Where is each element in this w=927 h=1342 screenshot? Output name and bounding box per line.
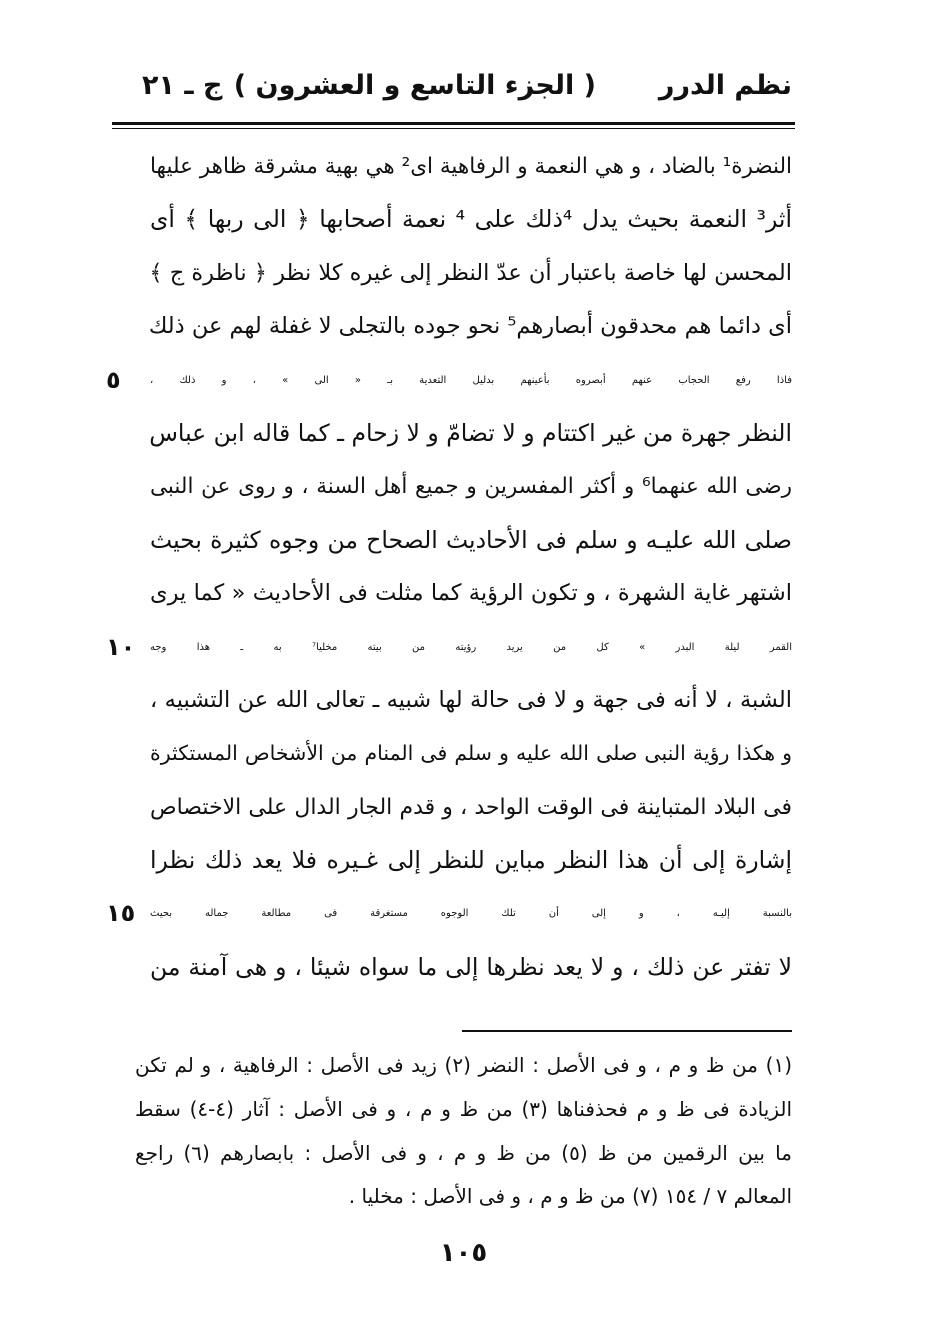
line-number: ١٥ (106, 899, 136, 928)
text-line (106, 887, 792, 940)
text-line (150, 834, 792, 887)
text-line-content: النظر جهرة من غير اكتتام و لا تضامّ و لا زحام ـ كما قاله ابن عباس (149, 418, 792, 447)
header-rule-thick (112, 122, 795, 125)
main-text (106, 140, 792, 994)
text-line-content: أثر³ النعمة بحيث يدل ⁴ذلك على ⁴ نعمة أصحابها ﴿ الى ربها ﴾ أى (150, 205, 792, 234)
text-line (150, 140, 792, 193)
line-number: ٥ (106, 365, 121, 394)
text-line-content: المحسن لها خاصة باعتبار أن عدّ النظر إلى غيره كلا نظر ﴿ ناظرة ج ﴾ (149, 259, 792, 286)
book-title: نظم الدرر (658, 70, 792, 101)
part-title: ( الجزء التاسع و العشرون ) (233, 70, 596, 101)
text-line (150, 193, 792, 246)
footnote-line: الزيادة فى ظ و م فحذفناها (٣) من ظ و م ، و فى الأصل : آثار (٤-٤) سقط (135, 1096, 793, 1121)
text-line (150, 567, 792, 620)
text-line (150, 460, 792, 513)
text-line-content: القمر ليلة البدر » كل من يريد رؤيته من بيته مخليا⁷ به ـ هذا وجه (150, 641, 792, 653)
footnote-separator (462, 1030, 792, 1032)
text-line-content: صلى الله عليـه و سلم فى الأحاديث الصحاح من وجوه كثيرة بحيث (150, 525, 792, 554)
text-line-content: النضرة¹ بالضاد ، و هي النعمة و الرفاهية اى² هي بهية مشرقة ظاهر عليها (150, 154, 792, 179)
text-line-content: بالنسبة إليـه ، و إلى أن تلك الوجوه مستغرقة فى مطالعة جماله بحيث (150, 908, 792, 920)
line-number: ١٠ (106, 632, 136, 661)
text-line-content: لا تفتر عن ذلك ، و لا يعد نظرها إلى ما سواه شيئا ، و هى آمنة من (150, 952, 792, 981)
text-line-content: إشارة إلى أن هذا النظر مباين للنظر إلى غـيره فلا يعد ذلك نظرا (150, 846, 792, 875)
text-line (150, 300, 792, 353)
text-line (150, 514, 792, 567)
text-line (150, 674, 792, 727)
text-line-content: و هكذا رؤية النبى صلى الله عليه و سلم فى المنام من الأشخاص المستكثرة (150, 741, 792, 766)
text-line (150, 941, 792, 994)
text-line-content: رضى الله عنهما⁶ و أكثر المفسرين و جميع أهل السنة ، و روى عن النبى (150, 474, 792, 500)
text-line-content: فاذا رفع الحجاب عنهم أبصروه بأعينهم بدليل التعدية بـ « الى » ، و ذلك ، (150, 374, 792, 386)
text-line-content: فى البلاد المتباينة فى الوقت الواحد ، و قدم الجار الدال على الاختصاص (150, 794, 792, 820)
text-line (106, 621, 792, 674)
footnote-line: المعالم ٧ / ١٥٤ (٧) من ظ و م ، و فى الأصل : مخليا . (348, 1184, 792, 1209)
text-line (150, 727, 792, 780)
footnote-line: (١) من ظ و م ، و فى الأصل : النضر (٢) زيد فى الأصل : الرفاهية ، و لم تكن (135, 1053, 792, 1077)
page-number: ١٠٥ (439, 1238, 488, 1268)
text-line-content: اشتهر غاية الشهرة ، و تكون الرؤية كما مثلت فى الأحاديث « كما يرى (150, 580, 792, 607)
text-line-content: أى دائما هم محدقون أبصارهم⁵ نحو جوده بالتجلى لا غفلة لهم عن ذلك (148, 313, 792, 340)
volume-page-ref: ج ـ ٢١ (142, 70, 223, 101)
footnote-line: ما بين الرقمين من ظ (٥) من ظ و م ، و فى الأصل : بابصارهم (٦) راجع (135, 1140, 792, 1165)
text-line (106, 354, 792, 407)
text-line (150, 407, 792, 460)
footnotes (135, 1044, 792, 1219)
running-header (112, 70, 792, 114)
header-rule-thin (112, 128, 795, 129)
text-line (150, 247, 792, 300)
text-line (150, 781, 792, 834)
text-line-content: الشبة ، لا أنه فى جهة و لا فى حالة لها شبيه ـ تعالى الله عن التشبيه ، (150, 686, 792, 713)
